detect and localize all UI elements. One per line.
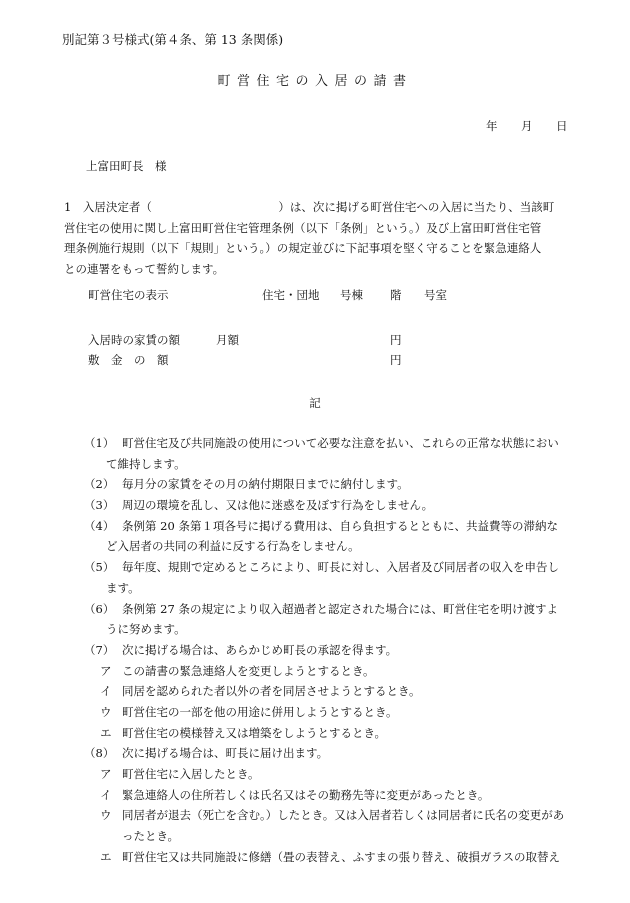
term-item <box>0 743 630 764</box>
rent-monthly-label: 月額 <box>216 333 239 347</box>
term-item <box>0 764 630 785</box>
subterm-symbol: エ <box>100 849 112 864</box>
building-no-label: 号棟 <box>340 288 363 302</box>
subterm-text: この請書の緊急連絡人を変更しようとするとき。 <box>122 663 375 678</box>
paragraph-line: 1 入居決定者（ ）は、次に掲げる町営住宅への入居に当たり、当該町 <box>64 200 555 214</box>
term-number: （1） <box>84 436 115 450</box>
paragraph-line: 営住宅の使用に関し上富田町営住宅管理条例（以下「条例」という。）及び上富田町営住宅管 <box>64 220 542 235</box>
rent-yen-unit: 円 <box>390 333 402 347</box>
floor-label: 階 <box>390 288 402 302</box>
subterm-text: 緊急連絡人の住所若しくは氏名又はその勤務先等に変更があったとき。 <box>122 787 490 802</box>
pledge-paragraph <box>64 197 572 279</box>
term-number: （2） <box>84 477 115 492</box>
form-label: 別記第３号様式(第４条、第 13 条関係) <box>62 32 284 47</box>
deposit-label: 敷 金 の 額 <box>88 353 169 367</box>
term-item <box>0 785 630 806</box>
term-item <box>0 536 630 557</box>
addressee: 上富田町長 様 <box>86 159 167 173</box>
term-item <box>0 702 630 723</box>
term-item <box>0 640 630 661</box>
term-text: 条例第 27 条の規定により収入超過者と認定された場合には、町営住宅を明け渡すよ <box>122 601 558 616</box>
subterm-text: 町営住宅又は共同施設に修繕（畳の表替え、ふすまの張り替え、破損ガラスの取替え <box>122 849 561 864</box>
term-item <box>0 557 630 578</box>
term-item <box>0 805 630 826</box>
term-item <box>0 474 630 495</box>
term-item <box>0 433 630 454</box>
term-text: 毎月分の家賃をその月の納付期限日までに納付します。 <box>122 477 409 492</box>
term-item <box>0 661 630 682</box>
term-item <box>0 847 630 868</box>
subterm-text: 町営住宅の模様替え又は増築をしようとするとき。 <box>122 725 387 740</box>
term-text: 周辺の環境を乱し、又は他に迷惑を及ぼす行為をしません。 <box>122 498 434 513</box>
paragraph-line: 理条例施行規則（以下「規則」という。）の規定並びに下記事項を堅く守ることを緊急連絡人 <box>64 241 542 255</box>
rent-label: 入居時の家賃の額 <box>88 333 180 347</box>
term-text-continued: うに努めます。 <box>106 622 186 637</box>
term-text: 町営住宅及び共同施設の使用について必要な注意を払い、これらの正常な状態におい <box>122 436 559 450</box>
subterm-symbol: ウ <box>100 704 112 719</box>
term-item <box>0 826 630 847</box>
date-day: 日 <box>556 119 568 133</box>
subterm-symbol: エ <box>100 725 112 740</box>
term-text: 次に掲げる場合は、あらかじめ町長の承認を得ます。 <box>122 642 398 657</box>
subterm-text: 同居を認められた者以外の者を同居させようとするとき。 <box>122 684 421 699</box>
term-item <box>0 619 630 640</box>
housing-complex-label: 住宅・団地 <box>262 288 320 302</box>
subterm-text: 同居者が退去（死亡を含む。）したとき。又は入居者若しくは同居者に氏名の変更があ <box>122 808 565 823</box>
subterm-symbol: イ <box>100 787 112 802</box>
term-number: （6） <box>84 601 115 616</box>
subterm-text: 町営住宅に入居したとき。 <box>122 767 260 781</box>
term-item <box>0 454 630 475</box>
subterm-text-continued: ったとき。 <box>122 829 180 844</box>
paragraph-line: との連署をもって誓約します。 <box>64 261 225 276</box>
subterm-symbol: イ <box>100 684 112 699</box>
term-item <box>0 599 630 620</box>
term-text: 次に掲げる場合は、町長に届け出ます。 <box>122 746 329 761</box>
date-month: 月 <box>521 119 533 133</box>
term-item <box>0 516 630 537</box>
term-text-continued: ど入居者の共同の利益に反する行為をしません。 <box>106 539 360 554</box>
term-number: （4） <box>84 518 115 533</box>
term-text: 条例第 20 条第１項各号に掲げる費用は、自ら負担するとともに、共益費等の滞納な <box>122 518 558 533</box>
subterm-symbol: ア <box>100 663 112 678</box>
term-item <box>0 723 630 744</box>
deposit-yen-unit: 円 <box>390 353 402 367</box>
term-number: （5） <box>84 560 115 575</box>
subterm-text: 町営住宅の一部を他の用途に併用しようとするとき。 <box>122 704 398 719</box>
term-number: （8） <box>84 746 115 761</box>
term-item <box>0 495 630 516</box>
housing-label: 町営住宅の表示 <box>88 288 169 302</box>
subterm-symbol: ア <box>100 767 112 781</box>
section-title: 記 <box>309 396 321 410</box>
term-item <box>0 681 630 702</box>
term-item <box>0 578 630 599</box>
terms-list <box>0 433 630 867</box>
term-number: （7） <box>84 642 115 657</box>
date-year: 年 <box>486 119 498 133</box>
term-text: 毎年度、規則で定めるところにより、町長に対し、入居者及び同居者の収入を申告し <box>122 560 559 575</box>
term-text-continued: て維持します。 <box>106 456 186 471</box>
document-title: 町営住宅の入居の請書 <box>217 74 413 89</box>
subterm-symbol: ウ <box>100 808 112 823</box>
term-number: （3） <box>84 498 115 513</box>
room-label: 号室 <box>424 288 447 302</box>
term-text-continued: ます。 <box>106 580 140 595</box>
